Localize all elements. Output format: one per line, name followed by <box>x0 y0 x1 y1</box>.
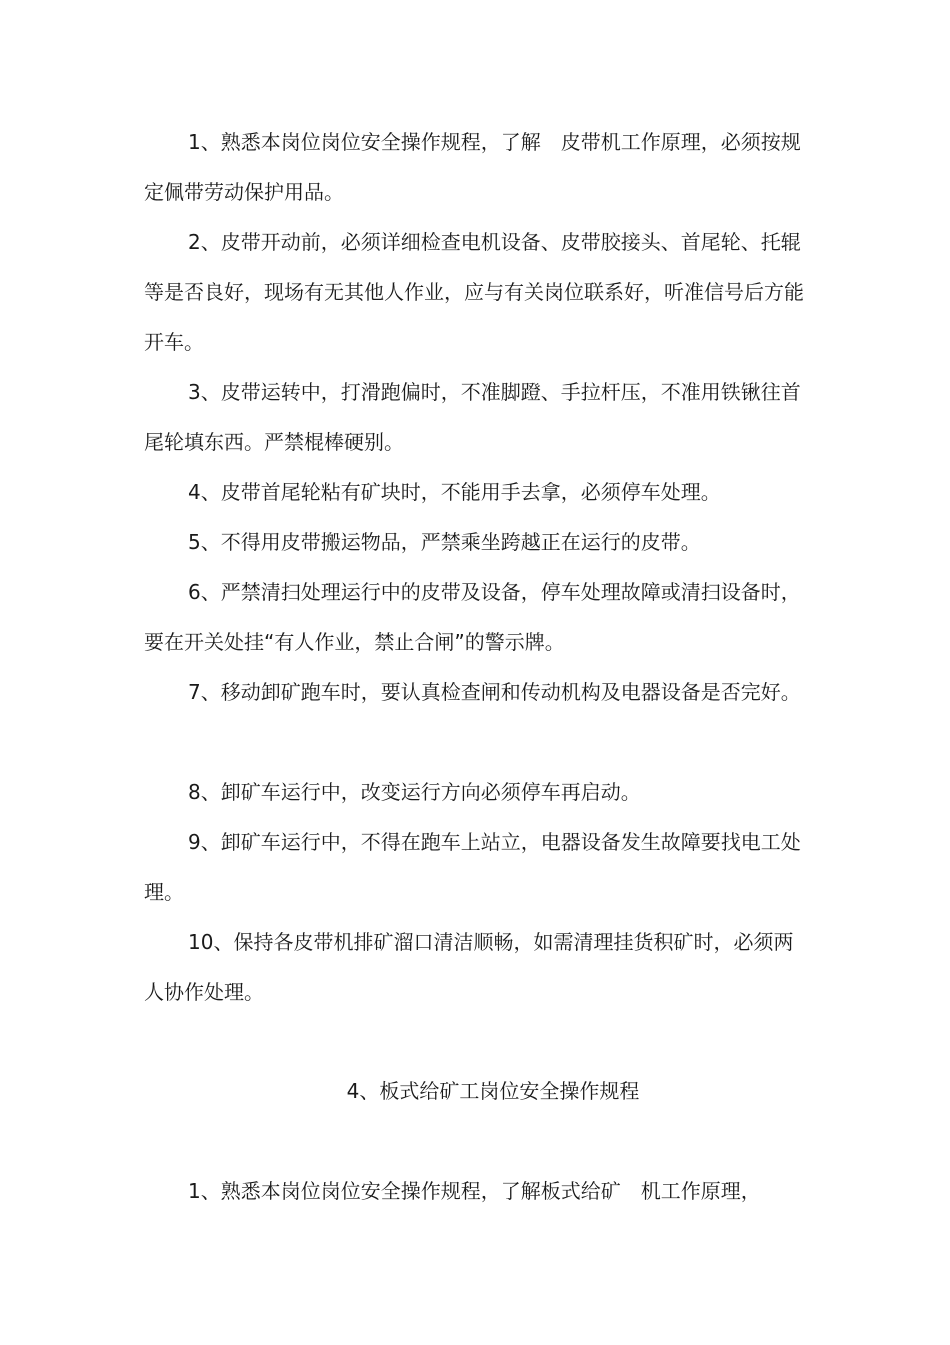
section-title: 4、板式给矿工岗位安全操作规程 <box>346 1079 640 1103</box>
section-paragraph-1: 1、熟悉本岗位岗位安全操作规程，了解板式给矿 机工作原理， <box>188 1179 761 1203</box>
paragraph-4: 4、皮带首尾轮粘有矿块时，不能用手去拿，必须停车处理。 <box>188 480 721 504</box>
paragraph-3: 3、皮带运转中，打滑跑偏时，不准脚蹬、手拉杆压，不准用铁锹往首尾轮填东西。严禁棍棒硬别。 <box>144 380 801 454</box>
paragraph-1: 1、熟悉本岗位岗位安全操作规程，了解 皮带机工作原理，必须按规定佩带劳动保护用品。 <box>144 130 801 204</box>
paragraph-10: 10、保持各皮带机排矿溜口清洁顺畅，如需清理挂货积矿时，必须两人协作处理。 <box>144 930 794 1004</box>
paragraph-2: 2、皮带开动前，必须详细检查电机设备、皮带胶接头、首尾轮、托辊等是否良好，现场有无其他人作业，应与有关岗位联系好，听准信号后方能开车。 <box>144 230 804 354</box>
paragraph-5: 5、不得用皮带搬运物品，严禁乘坐跨越正在运行的皮带。 <box>188 530 701 554</box>
paragraph-9: 9、卸矿车运行中，不得在跑车上站立，电器设备发生故障要找电工处理。 <box>144 830 801 904</box>
paragraph-6: 6、严禁清扫处理运行中的皮带及设备，停车处理故障或清扫设备时，要在开关处挂“有人作业，禁止合闸”的警示牌。 <box>144 580 801 654</box>
paragraph-7: 7、移动卸矿跑车时，要认真检查闸和传动机构及电器设备是否完好。 <box>188 680 801 704</box>
paragraph-8: 8、卸矿车运行中，改变运行方向必须停车再启动。 <box>188 780 641 804</box>
